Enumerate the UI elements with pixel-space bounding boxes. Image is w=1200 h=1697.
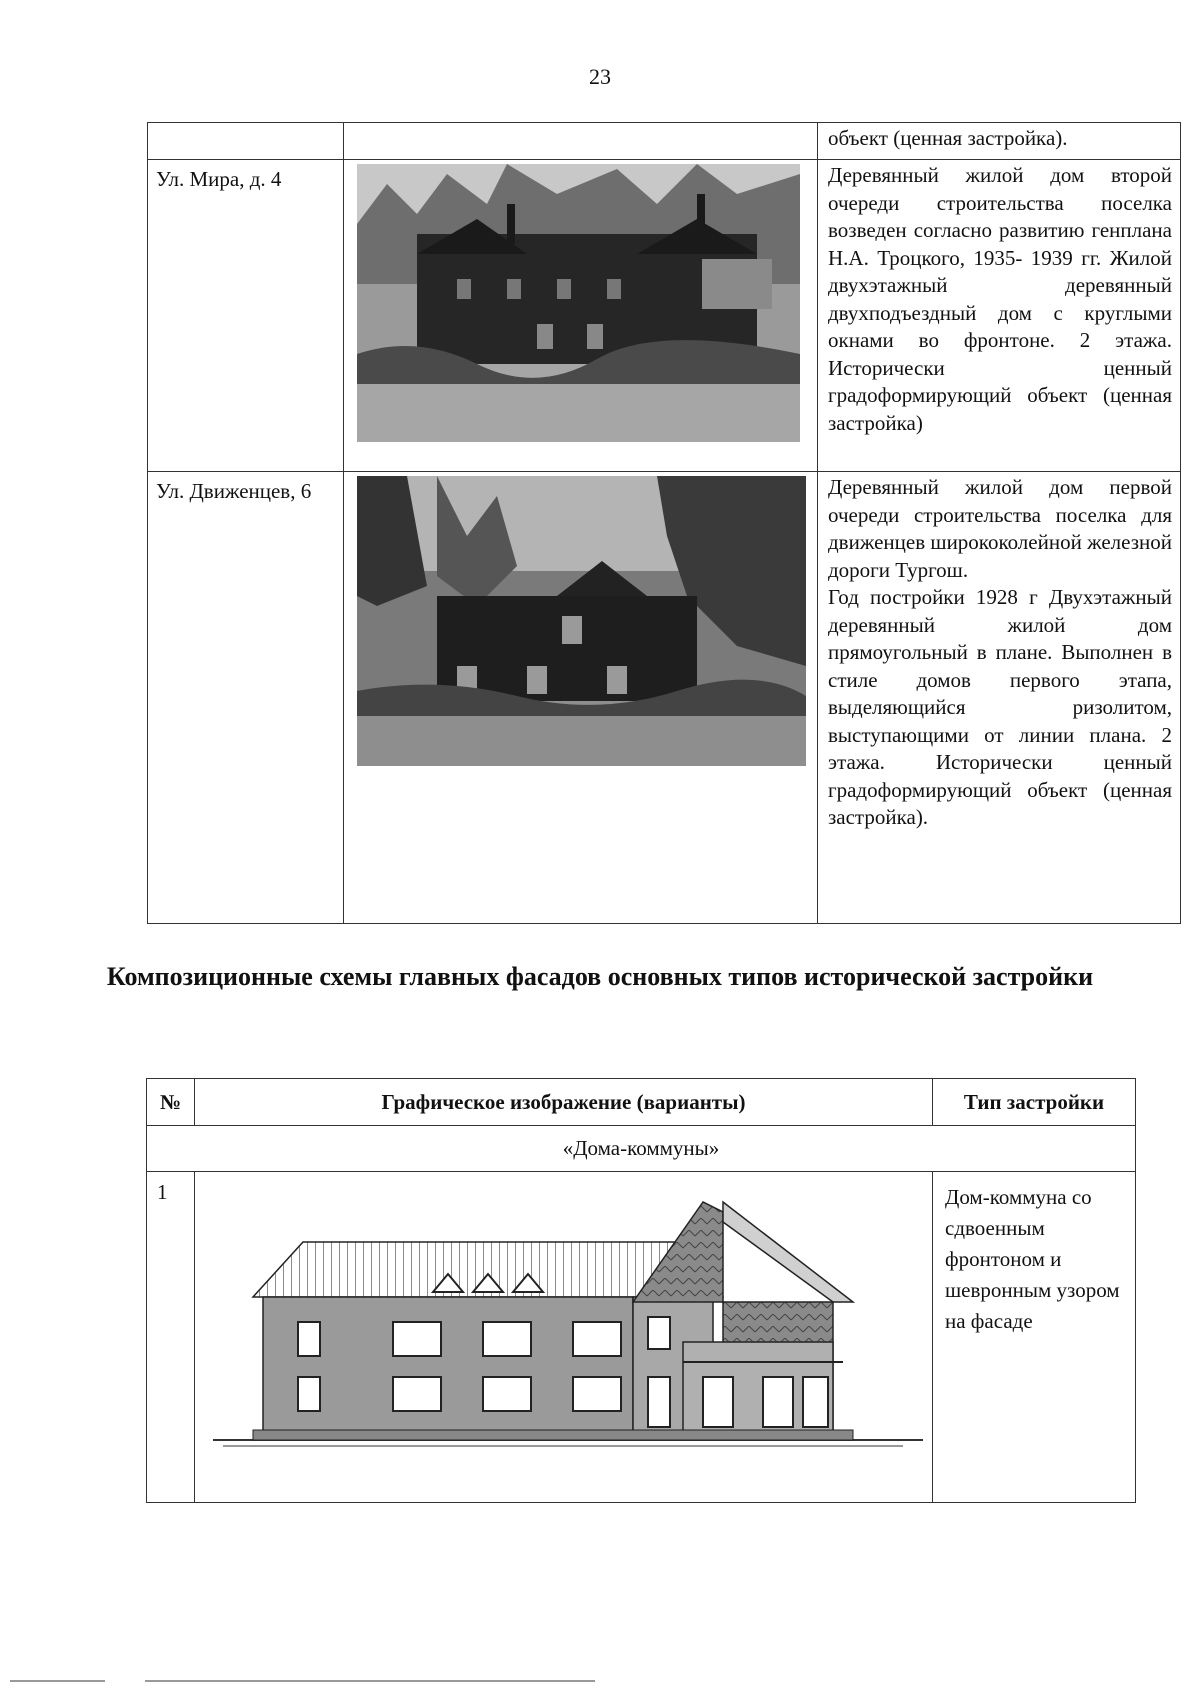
- column-header: Тип застройки: [933, 1079, 1136, 1126]
- description-cell: Деревянный жилой дом второй очереди строительства поселка возведен согласно развитию генплана Н.А. Троцкого, 1935- 1939 гг. Жилой двухэтажный деревянный двухподъездный дом с круглыми окнами во фронтоне. 2 этажа. Исторически ценный градоформирующий объект (ценная застройка): [818, 160, 1181, 472]
- table-cell: [148, 123, 344, 160]
- column-header: Графическое изображение (варианты): [195, 1079, 933, 1126]
- table-row: [148, 160, 1181, 472]
- scan-artifact: [10, 1680, 105, 1682]
- group-row: [147, 1126, 1136, 1172]
- section-heading: Композиционные схемы главных фасадов основных типов исторической застройки: [106, 962, 1094, 991]
- building-photo-icon: [357, 164, 800, 442]
- facade-types-table: [146, 1078, 1136, 1503]
- address-cell: Ул. Мира, д. 4: [148, 160, 344, 472]
- building-type-cell: Дом-коммуна со сдвоенным фронтоном и шевронным узором на фасаде: [933, 1172, 1136, 1503]
- row-number: 1: [147, 1172, 195, 1503]
- page-number: 23: [589, 64, 611, 89]
- photo-cell: [344, 472, 818, 924]
- table-row: [148, 123, 1181, 160]
- table-cell: [818, 123, 1181, 160]
- building-photo-icon: [357, 476, 806, 766]
- group-label: «Дома-коммуны»: [147, 1126, 1136, 1172]
- table-row: [147, 1172, 1136, 1503]
- buildings-table: [147, 122, 1181, 924]
- column-header: №: [147, 1079, 195, 1126]
- address-cell: Ул. Движенцев, 6: [148, 472, 344, 924]
- description-cell: Деревянный жилой дом первой очереди строительства поселка для движенцев ширококолейной железной дороги Тургош. Год постройки 1928 г Двухэтажный деревянный жилой дом прямоугольный в плане. Выполнен в стиле домов первого этапа, выделяющийся ризолитом, выступающими от линии плана. 2 этажа. Исторически ценный градоформирующий объект (ценная застройка).: [818, 472, 1181, 924]
- photo-cell: [344, 160, 818, 472]
- drawing-cell: [195, 1172, 933, 1503]
- scan-artifact: [145, 1680, 595, 1682]
- facade-drawing-icon: [203, 1182, 933, 1482]
- table-header-row: [147, 1079, 1136, 1126]
- table-row: [148, 472, 1181, 924]
- continuation-text: объект (ценная застройка).: [828, 126, 1068, 150]
- table-cell: [344, 123, 818, 160]
